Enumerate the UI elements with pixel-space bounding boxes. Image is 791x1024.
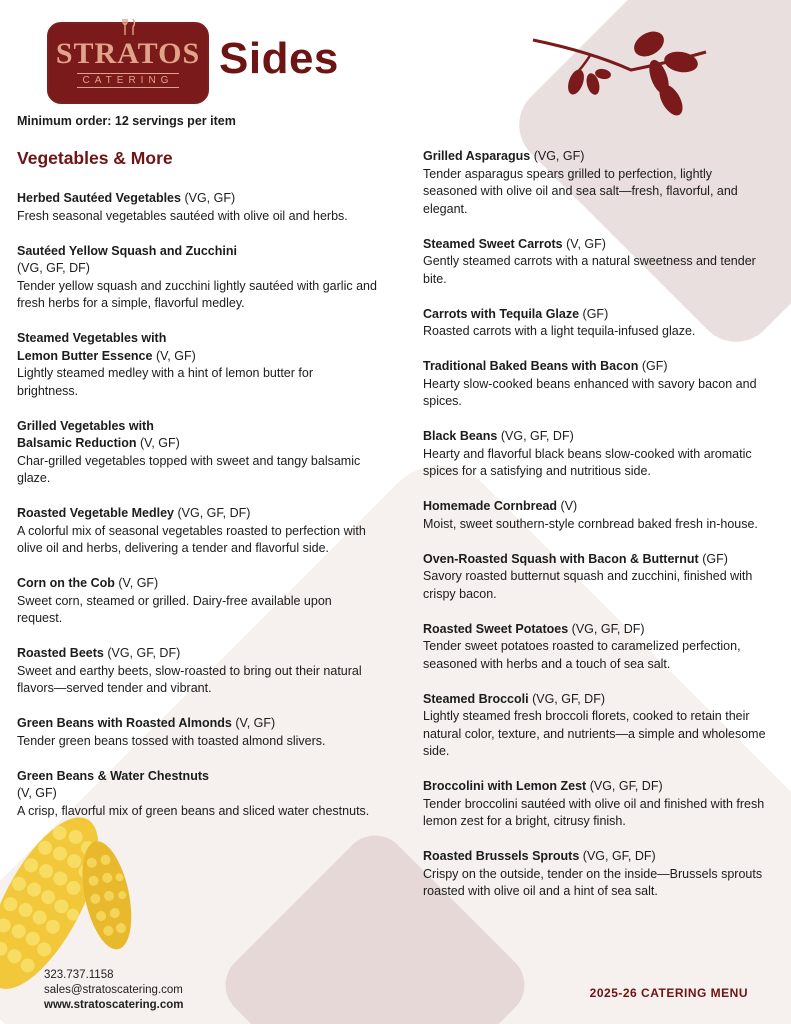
item-tags: (VG, GF, DF) [177,506,251,520]
item-description: Tender green beans tossed with toasted almond slivers. [17,733,326,748]
contact-phone: 323.737.1158 [44,969,114,981]
item-tags: (VG, GF) [533,149,585,163]
menu-item [423,691,768,761]
item-name: Traditional Baked Beans with Bacon [423,359,639,373]
item-name: Broccolini with Lemon Zest [423,779,587,793]
item-name: Grilled Vegetables with Balsamic Reduction [17,418,154,450]
branch-leaves-icon [531,22,711,122]
item-tags: (VG, GF) [184,191,236,205]
menu-item [423,428,768,481]
item-tags: (VG, GF, DF) [107,646,181,660]
item-description: Tender broccolini sautéed with olive oil and finished with fresh lemon zest for a bright, citrusy finish. [423,796,765,828]
menu-item [423,498,768,533]
menu-item [17,190,377,225]
page-title: Sides [219,34,339,83]
contact-block [44,968,184,1013]
item-description: Sweet and earthy beets, slow-roasted to bring out their natural flavors—served tender and vibrant. [17,663,362,695]
item-description: Hearty and flavorful black beans slow-cooked with aromatic spices for a satisfying and nutritious side. [423,446,752,478]
contact-website[interactable]: www.stratoscatering.com [44,999,184,1011]
item-description: A colorful mix of seasonal vegetables roasted to perfection with olive oil and herbs, delivering a tender and flavorful side. [17,523,366,555]
item-name: Corn on the Cob [17,576,115,590]
item-tags: (VG, GF, DF) [589,779,663,793]
item-description: Fresh seasonal vegetables sautéed with olive oil and herbs. [17,208,348,223]
item-name: Roasted Sweet Potatoes [423,621,569,636]
item-tags: (V, GF) [17,786,57,800]
item-name: Roasted Brussels Sprouts [423,849,580,863]
menu-item-description-block [17,453,362,488]
contact-email[interactable]: sales@stratoscatering.com [44,984,183,996]
item-description: Crispy on the outside, tender on the inside—Brussels sprouts roasted with olive oil and a hint of sea salt. [423,866,763,898]
item-description: Moist, sweet southern-style cornbread baked fresh in-house. [423,516,758,531]
item-tags: (VG, GF, DF) [500,429,574,443]
item-name: Oven-Roasted Squash with Bacon & Butternut [423,551,699,566]
item-tags: (VG, GF, DF) [571,621,645,636]
item-name: Green Beans with Roasted Almonds [17,716,232,730]
item-name: Herbed Sautéed Vegetables [17,191,181,205]
item-tags: (V) [560,499,578,513]
menu-item-description-block [17,365,317,400]
menu-item [423,778,768,831]
item-name: Homemade Cornbread [423,499,558,513]
item-tags: (VG, GF, DF) [17,261,90,275]
menu-item [423,236,768,289]
item-tags: (V, GF) [139,436,180,450]
item-name: Steamed Vegetables with Lemon Butter Essence [17,331,167,363]
item-name: Roasted Vegetable Medley [17,506,175,520]
item-description: Gently steamed carrots with a natural sweetness and tender bite. [423,254,756,286]
menu-item [17,505,377,558]
item-tags: (V, GF) [118,576,159,590]
menu-item [17,715,377,750]
item-description: Tender asparagus spears grilled to perfection, lightly seasoned with olive oil and sea salt—fresh, flavorful, and elegant. [423,166,738,216]
item-tags: (GF) [582,306,609,321]
stratos-logo [47,22,209,104]
item-description: Char-grilled vegetables topped with sweet and tangy balsamic glaze. [17,453,361,485]
item-name: Carrots with Tequila Glaze [423,306,580,321]
utensils-icon [119,18,139,36]
minimum-order-note: Minimum order: 12 servings per item [17,114,236,128]
section-title: Vegetables & More [17,148,173,168]
menu-item [17,645,377,698]
menu-item [17,575,377,628]
item-description: Hearty slow-cooked beans enhanced with savory bacon and spices. [423,376,757,408]
menu-column-right [423,148,768,918]
item-name: Black Beans [423,429,498,443]
item-description: Savory roasted butternut squash and zucchini, finished with crispy bacon. [423,569,753,601]
item-description: Sweet corn, steamed or grilled. Dairy-free available upon request. [17,593,332,625]
item-tags: (V, GF) [566,236,606,251]
item-name: Green Beans & Water Chestnuts [17,768,209,783]
item-description: Tender sweet potatoes roasted to caramelized perfection, seasoned with herbs and a touch of sea salt. [423,639,741,671]
logo-wordmark: STRATOS [55,36,201,70]
menu-item [423,358,768,411]
item-tags: (GF) [641,359,668,373]
menu-item [423,621,768,674]
footer-menu-label: 2025-26 CATERING MENU [589,986,748,1000]
menu-item [17,418,197,453]
item-tags: (VG, GF, DF) [532,691,605,706]
item-name: Steamed Broccoli [423,691,529,706]
item-description: A crisp, flavorful mix of green beans and sliced water chestnuts. [17,803,370,818]
item-tags: (V, GF) [155,348,196,363]
menu-item [17,243,377,313]
menu-column-left [17,190,377,838]
item-tags: (V, GF) [235,716,276,730]
menu-item [423,551,768,604]
item-description: Tender yellow squash and zucchini lightly sautéed with garlic and fresh herbs for a simple, flavorful medley. [17,278,377,310]
item-name: Sautéed Yellow Squash and Zucchini [17,243,237,258]
item-description: Lightly steamed medley with a hint of lemon butter for brightness. [17,366,313,398]
item-name: Steamed Sweet Carrots [423,236,563,251]
item-name: Roasted Beets [17,646,104,660]
item-tags: (VG, GF, DF) [582,849,656,863]
menu-item [423,306,768,341]
item-name: Grilled Asparagus [423,149,531,163]
logo-subtext: CATERING [77,73,180,88]
menu-item [423,848,768,901]
item-tags: (GF) [702,551,728,566]
menu-item [423,148,768,218]
item-description: Roasted carrots with a light tequila-infused glaze. [423,324,696,338]
menu-item [17,330,197,365]
item-description: Lightly steamed fresh broccoli florets, cooked to retain their natural color, texture, and nutrients—a simple and wholesome side. [423,709,766,758]
